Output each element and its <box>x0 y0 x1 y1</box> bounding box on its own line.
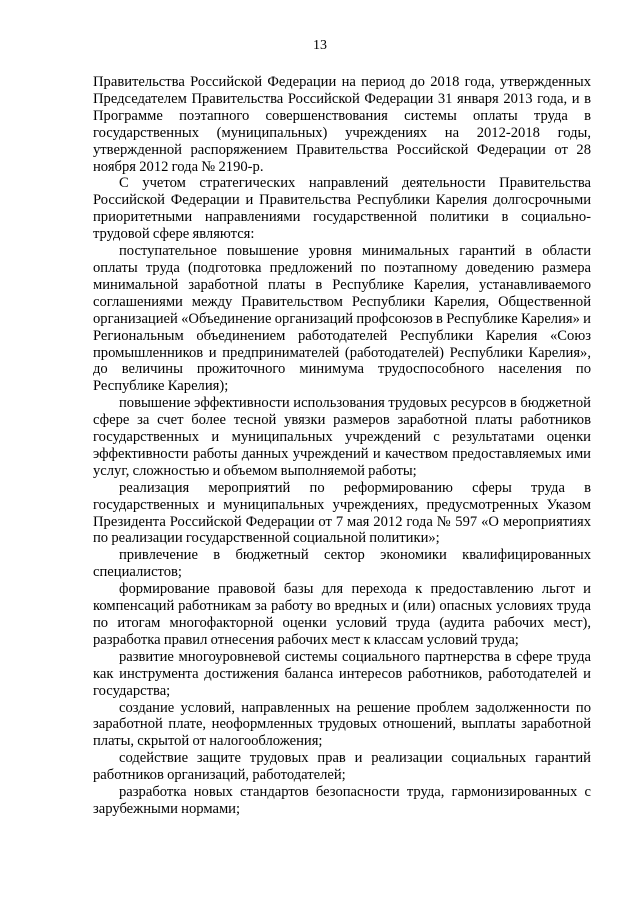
paragraph-safety-standards: разработка новых стандартов безопасности труда, гармонизированных с зарубежными нормами; <box>93 784 591 817</box>
paragraph-priorities-intro: С учетом стратегических направлений деятельности Правительства Российской Федерации и Правительства Республики Карелия долгосрочными приоритетными направлениями государственной политики в социально-трудовой сфере являются: <box>93 175 591 243</box>
body-text <box>93 74 591 818</box>
paragraph-specialists: привлечение в бюджетный сектор экономики квалифицированных специалистов; <box>93 547 591 581</box>
paragraph-legal-base: формирование правовой базы для перехода к предоставлению льгот и компенсаций работникам за работу во вредных и (или) опасных условиях труда по итогам многофакторной оценки условий труда (аудита рабочих мест), разработка правил отнесения рабочих мест к классам условий труда; <box>93 581 591 648</box>
page-number: 13 <box>313 38 327 53</box>
paragraph-wage-arrears: создание условий, направленных на решение проблем задолженности по заработной плате, неоформленных трудовых отношений, выплаты заработной платы, скрытой от налогообложения; <box>93 699 591 750</box>
paragraph-social-partnership: развитие многоуровневой системы социального партнерства в сфере труда как инструмента достижения баланса интересов работников, работодателей и государства; <box>93 648 591 699</box>
paragraph-continuation: Правительства Российской Федерации на период до 2018 года, утвержденных Председателем Правительства Российской Федерации 31 января 2013 года, и в Программе поэтапного совершенствования системы оплаты труда в государственных (муниципальных) учреждениях на 2012-2018 годы, утвержденной распоряжением Правительства Российской Федерации от 28 ноября 2012 года № 2190-р. <box>93 74 591 175</box>
paragraph-reform: реализация мероприятий по реформированию сферы труда в государственных и муниципальных учреждениях, предусмотренных Указом Президента Российской Федерации от 7 мая 2012 года № 597 «О мероприятиях по реализации государственной социальной политики»; <box>93 479 591 547</box>
paragraph-labor-rights: содействие защите трудовых прав и реализации социальных гарантий работников организаций, работодателей; <box>93 750 591 784</box>
paragraph-min-wage: поступательное повышение уровня минимальных гарантий в области оплаты труда (подготовка предложений по поэтапному доведению размера минимальной заработной платы в Республике Карелия, устанавливаемого соглашениями между Правительством Республики Карелия, Общественной организацией «Объединение организаций профсоюзов в Республике Карелия» и Региональным объединением работодателей Республики Карелия «Союз промышленников и предпринимателей (работодателей) Республики Карелия», до величины прожиточного минимума трудоспособного населения по Республике Карелия); <box>93 243 591 395</box>
paragraph-labor-efficiency: повышение эффективности использования трудовых ресурсов в бюджетной сфере за счет более тесной увязки размеров заработной платы работников государственных и муниципальных учреждений с результатами оценки эффективности работы данных учреждений и качеством предоставляемых ими услуг, сложностью и объемом выполняемой работы; <box>93 395 591 479</box>
